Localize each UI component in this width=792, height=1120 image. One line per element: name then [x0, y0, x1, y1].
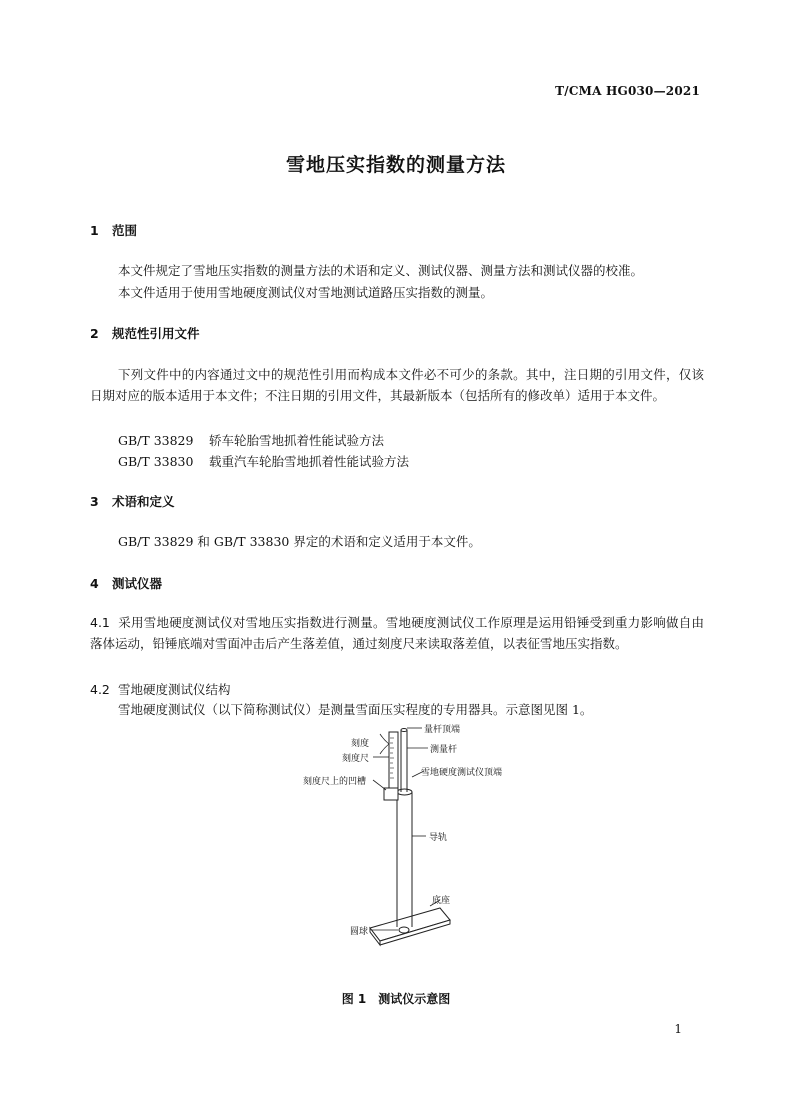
section-1-heading [90, 221, 137, 239]
normative-reference [118, 452, 409, 470]
label-rod-top: 量杆顶端 [424, 725, 461, 735]
clause-number: 4.1 [90, 615, 110, 630]
section-1-paragraph-2: 本文件适用于使用雪地硬度测试仪对雪地测试道路压实指数的测量。 [118, 285, 494, 300]
rod-top [401, 729, 407, 732]
clause-4-1 [90, 612, 704, 654]
page-title: 雪地压实指数的测量方法 [285, 154, 506, 176]
section-title: 规范性引用文件 [112, 326, 200, 341]
section-number: 1 [90, 223, 99, 238]
reference-code: GB/T 33829 [118, 433, 194, 448]
reference-code: GB/T 33830 [118, 454, 194, 469]
label-ruler: 刻度尺 [342, 754, 370, 764]
label-ball: 圆球 [350, 927, 369, 937]
leader-scale [380, 734, 389, 754]
label-groove: 刻度尺上的凹槽 [303, 777, 367, 787]
clause-4-2 [90, 680, 704, 699]
label-rail: 导轨 [429, 833, 448, 843]
section-number: 3 [90, 494, 99, 509]
section-4-paragraph: 雪地硬度测试仪（以下简称测试仪）是测量雪面压实程度的专用器具。示意图见图 1。 [118, 702, 593, 717]
reference-name: 轿车轮胎雪地抓着性能试验方法 [209, 433, 385, 448]
document-code: T/CMA HG030—2021 [555, 84, 700, 98]
rail-top [397, 789, 412, 795]
clause-text: 采用雪地硬度测试仪对雪地压实指数进行测量。雪地硬度测试仪工作原理是运用铅锤受到重力影响做自由落体运动，铅锤底端对雪面冲击后产生落差值，通过刻度尺来读取落差值，以表征雪地压实指数。 [90, 615, 704, 651]
label-scale: 刻度 [351, 739, 370, 749]
normative-reference [118, 431, 384, 449]
section-1-paragraph-1: 本文件规定了雪地压实指数的测量方法的术语和定义、测试仪器、测量方法和测试仪器的校准。 [118, 263, 644, 278]
tester-diagram [300, 722, 520, 947]
ball [399, 927, 409, 933]
section-number: 4 [90, 576, 99, 591]
clause-number: 4.2 [90, 682, 110, 697]
section-title: 测试仪器 [112, 576, 163, 591]
section-3-heading [90, 492, 175, 510]
clause-text: 雪地硬度测试仪结构 [118, 682, 231, 697]
ruler [389, 732, 398, 797]
section-title: 术语和定义 [112, 494, 175, 509]
label-tester-top: 雪地硬度测试仪顶端 [421, 768, 503, 778]
leader-groove [373, 780, 386, 790]
section-2-paragraph: 下列文件中的内容通过文中的规范性引用而构成本文件必不可少的条款。其中，注日期的引用文件，仅该日期对应的版本适用于本文件；不注日期的引用文件，其最新版本（包括所有的修改单）适用于本文件。 [90, 367, 704, 403]
section-2-heading [90, 324, 200, 342]
label-rod: 测量杆 [430, 745, 458, 755]
figure-caption: 图 1 测试仪示意图 [341, 992, 451, 1006]
reference-name: 载重汽车轮胎雪地抓着性能试验方法 [209, 454, 410, 469]
page-number: 1 [674, 1022, 682, 1036]
section-4-heading [90, 574, 162, 592]
section-3-paragraph: GB/T 33829 和 GB/T 33830 界定的术语和定义适用于本文件。 [118, 534, 481, 549]
section-title: 范围 [112, 223, 138, 238]
section-number: 2 [90, 326, 99, 341]
label-base: 底座 [432, 896, 451, 906]
